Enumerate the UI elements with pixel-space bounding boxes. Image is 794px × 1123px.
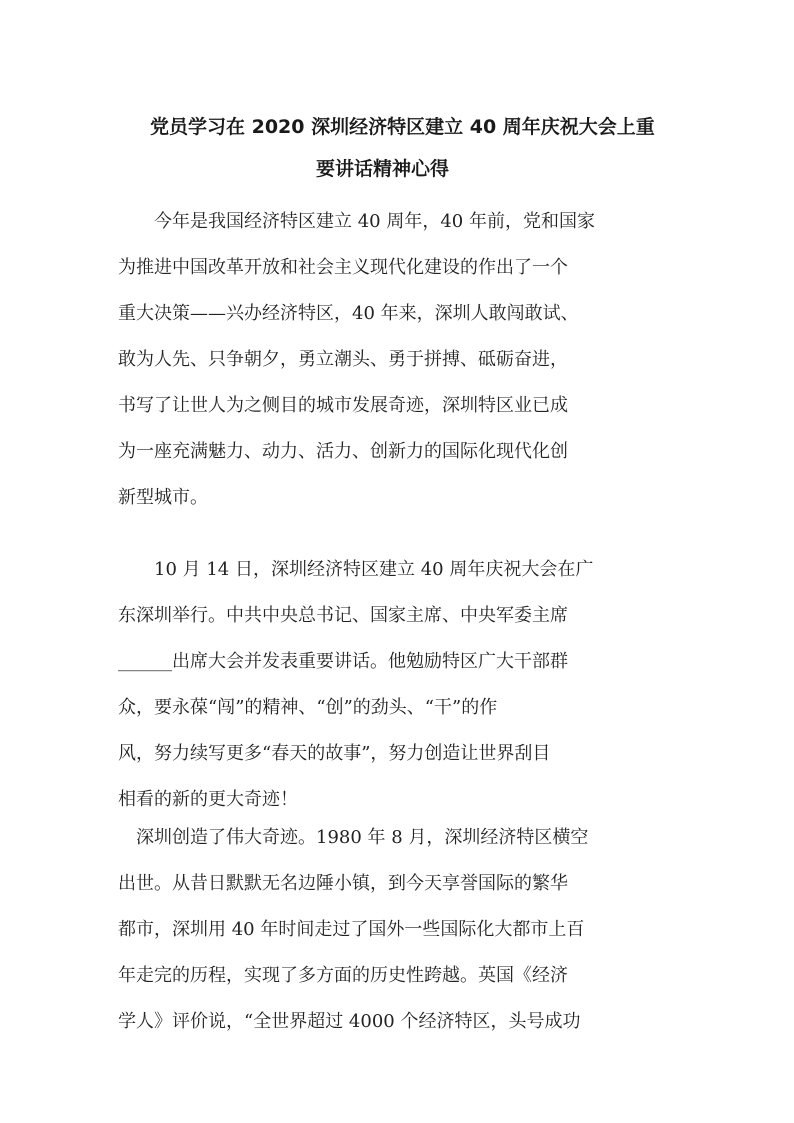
paragraph-line: 众，要永葆“闯”的精神、“创”的劲头、“干”的作 <box>118 697 498 718</box>
paragraph-line: 年走完的历程，实现了多方面的历史性跨越。英国《经济 <box>118 965 568 986</box>
paragraph-line: 深圳创造了伟大奇迹。1980 年 8 月，深圳经济特区横空 <box>118 827 589 848</box>
paragraph-line: 敢为人先、只争朝夕，勇立潮头、勇于拼搏、砥砺奋进， <box>118 349 568 370</box>
paragraph-line: 新型城市。 <box>118 487 208 508</box>
paragraph-line: 今年是我国经济特区建立 40 周年，40 年前，党和国家 <box>118 211 595 232</box>
paragraph-line: 出世。从昔日默默无名边陲小镇，到今天享誉国际的繁华 <box>118 873 568 894</box>
paragraph-line: 为推进中国改革开放和社会主义现代化建设的作出了一个 <box>118 257 568 278</box>
document-title-line-1: 党员学习在 2020 深圳经济特区建立 40 周年庆祝大会上重 <box>150 116 655 138</box>
paragraph-line: ______出席大会并发表重要讲话。他勉励特区广大干部群 <box>118 651 568 672</box>
paragraph-line: 相看的新的更大奇迹！ <box>118 789 298 810</box>
paragraph-line: 为一座充满魅力、动力、活力、创新力的国际化现代化创 <box>118 441 568 462</box>
paragraph-line: 10 月 14 日，深圳经济特区建立 40 周年庆祝大会在广 <box>118 559 594 580</box>
paragraph-line: 都市，深圳用 40 年时间走过了国外一些国际化大都市上百 <box>118 919 585 940</box>
document-title-line-2: 要讲话精神心得 <box>316 158 450 180</box>
paragraph-3 <box>118 815 678 1045</box>
paragraph-line: 重大决策——兴办经济特区，40 年来，深圳人敢闯敢试、 <box>118 303 579 324</box>
paragraph-line: 东深圳举行。中共中央总书记、国家主席、中央军委主席 <box>118 605 568 626</box>
paragraph-line: 学人》评价说，“全世界超过 4000 个经济特区，头号成功 <box>118 1011 581 1032</box>
paragraph-line: 风，努力续写更多“春天的故事”，努力创造让世界刮目 <box>118 743 551 764</box>
paragraph-2 <box>118 547 678 823</box>
paragraph-1 <box>118 199 678 521</box>
paragraph-line: 书写了让世人为之侧目的城市发展奇迹，深圳特区业已成 <box>118 395 568 416</box>
